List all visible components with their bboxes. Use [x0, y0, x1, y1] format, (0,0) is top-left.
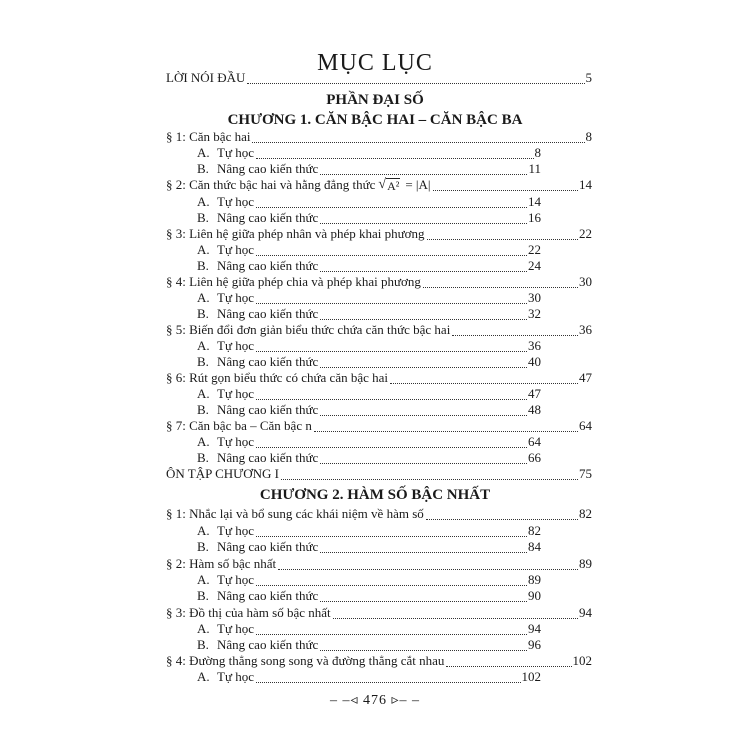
item-marker: A. — [197, 194, 210, 209]
page-number: 90 — [528, 588, 541, 603]
leader-dots — [256, 339, 527, 352]
toc-row-section — [166, 177, 592, 193]
toc-label: § 3: Đồ thị của hàm số bậc nhất — [166, 605, 331, 620]
page-number: 22 — [579, 226, 592, 241]
toc-row-subitem — [197, 386, 541, 402]
toc-row-section — [166, 226, 592, 242]
leader-dots — [426, 507, 578, 520]
item-marker: A. — [197, 669, 210, 684]
toc-row-section — [166, 370, 592, 386]
page-number: 36 — [528, 338, 541, 353]
toc-label: Tự học — [217, 669, 255, 684]
leader-dots — [320, 451, 527, 464]
leader-dots — [452, 323, 578, 336]
toc-label: Nâng cao kiến thức — [217, 539, 319, 554]
toc-row-subitem — [197, 621, 541, 637]
page-number: 89 — [579, 556, 592, 571]
toc-label: § 2: Hàm số bậc nhất — [166, 556, 277, 571]
leader-dots — [433, 178, 578, 191]
leader-dots — [320, 211, 527, 224]
chapter-heading: CHƯƠNG 2. HÀM SỐ BẬC NHẤT — [259, 487, 491, 503]
toc-row-section — [166, 653, 592, 669]
page-number: 94 — [528, 621, 541, 636]
page-number: 14 — [528, 194, 541, 209]
leader-dots — [256, 291, 527, 304]
sqrt-formula — [378, 177, 400, 193]
item-marker: B. — [197, 354, 209, 369]
toc-row-subitem — [197, 210, 541, 226]
toc-label: § 2: Căn thức bậc hai và hằng đẳng thức — [166, 177, 376, 192]
page-number: 96 — [528, 637, 541, 652]
page-number: 47 — [579, 370, 592, 385]
page-number: 30 — [579, 274, 592, 289]
page-number: 8 — [534, 145, 541, 160]
item-marker: A. — [197, 242, 210, 257]
page-number: 5 — [585, 70, 592, 85]
toc-label: Nâng cao kiến thức — [217, 210, 319, 225]
page-number: 82 — [579, 506, 592, 521]
page-number: 24 — [528, 258, 541, 273]
leader-dots — [252, 130, 584, 143]
toc-row-subitem — [197, 637, 541, 653]
page-number: 102 — [521, 669, 541, 684]
item-marker: B. — [197, 539, 209, 554]
toc-label: Tự học — [217, 145, 255, 160]
page-number: 94 — [579, 605, 592, 620]
item-marker: B. — [197, 450, 209, 465]
toc-row-section — [166, 418, 592, 434]
page-footer: – –◃ 476 ▹– – — [329, 693, 421, 708]
leader-dots — [320, 638, 527, 651]
toc-label: Tự học — [217, 242, 255, 257]
item-marker: A. — [197, 338, 210, 353]
item-marker: B. — [197, 258, 209, 273]
toc-row-section — [166, 274, 592, 290]
toc-row-subitem — [197, 450, 541, 466]
radical-sign: √ — [378, 177, 387, 192]
toc-label: Tự học — [217, 386, 255, 401]
toc-row-section — [166, 556, 592, 572]
toc-label: Tự học — [217, 194, 255, 209]
leader-dots — [320, 307, 527, 320]
leader-dots — [390, 371, 578, 384]
leader-dots — [256, 622, 527, 635]
toc-row-section — [166, 322, 592, 338]
page-number: 47 — [528, 386, 541, 401]
leader-dots — [256, 524, 527, 537]
item-marker: B. — [197, 210, 209, 225]
leader-dots — [256, 243, 527, 256]
toc-row-subitem — [197, 572, 541, 588]
toc-row-subitem — [197, 402, 541, 418]
page-number: 102 — [572, 653, 592, 668]
page-number: 75 — [579, 466, 592, 481]
leader-dots — [423, 275, 578, 288]
toc-row-subitem — [197, 194, 541, 210]
page-number: 11 — [528, 161, 541, 176]
leader-dots — [427, 227, 578, 240]
leader-dots — [247, 71, 584, 84]
item-marker: A. — [197, 572, 210, 587]
item-marker: B. — [197, 637, 209, 652]
page-number: 66 — [528, 450, 541, 465]
toc-label: Nâng cao kiến thức — [217, 354, 319, 369]
toc-label: § 4: Đường thẳng song song và đường thẳng cắt nhau — [166, 653, 445, 668]
leader-dots — [256, 387, 527, 400]
item-marker: A. — [197, 621, 210, 636]
toc-label: Nâng cao kiến thức — [217, 161, 319, 176]
toc-label: Tự học — [217, 523, 255, 538]
toc-label: § 4: Liên hệ giữa phép chia và phép khai phương — [166, 274, 421, 289]
leader-dots — [320, 540, 527, 553]
leader-dots — [281, 467, 578, 480]
leader-dots — [314, 419, 578, 432]
toc-row-section — [166, 129, 592, 145]
toc-label: Nâng cao kiến thức — [217, 306, 319, 321]
toc-label: § 5: Biến đổi đơn giản biểu thức chứa căn thức bậc hai — [166, 322, 451, 337]
toc-row-subitem — [197, 338, 541, 354]
page-number: 16 — [528, 210, 541, 225]
page-number: 36 — [579, 322, 592, 337]
item-marker: B. — [197, 161, 209, 176]
leader-dots — [256, 670, 520, 683]
toc-row-review — [166, 466, 592, 482]
leader-dots — [278, 557, 578, 570]
toc-label: Tự học — [217, 621, 255, 636]
radicand: A² — [387, 179, 400, 193]
toc-label: Tự học — [217, 290, 255, 305]
toc-label: § 6: Rút gọn biểu thức có chứa căn bậc hai — [166, 370, 389, 385]
item-marker: B. — [197, 306, 209, 321]
toc-label: Nâng cao kiến thức — [217, 450, 319, 465]
toc-label: Nâng cao kiến thức — [217, 588, 319, 603]
leader-dots — [320, 162, 527, 175]
page-title: MỤC LỤC — [317, 50, 433, 76]
page-number: 48 — [528, 402, 541, 417]
toc-label: Nâng cao kiến thức — [217, 402, 319, 417]
formula-rest: = |A| — [405, 177, 431, 192]
page-number: 8 — [585, 129, 592, 144]
toc-row-subitem — [197, 523, 541, 539]
item-marker: A. — [197, 523, 210, 538]
toc-row-subitem — [197, 539, 541, 555]
toc-row-subitem — [197, 161, 541, 177]
leader-dots — [256, 195, 527, 208]
page-number: 14 — [579, 177, 592, 192]
page-number: 84 — [528, 539, 541, 554]
toc-label: Tự học — [217, 572, 255, 587]
toc-label: Tự học — [217, 434, 255, 449]
toc-row-subitem — [197, 145, 541, 161]
toc-label: LỜI NÓI ĐẦU — [166, 70, 246, 85]
item-marker: B. — [197, 402, 209, 417]
page-number: 40 — [528, 354, 541, 369]
toc-row-preface — [166, 70, 592, 86]
page-number: 82 — [528, 523, 541, 538]
leader-dots — [320, 589, 527, 602]
leader-dots — [256, 573, 527, 586]
item-marker: A. — [197, 434, 210, 449]
toc-row-subitem — [197, 588, 541, 604]
item-marker: B. — [197, 588, 209, 603]
toc-label: § 7: Căn bậc ba – Căn bậc n — [166, 418, 312, 433]
toc-row-section — [166, 506, 592, 522]
toc-label: ÔN TẬP CHƯƠNG I — [166, 466, 280, 481]
toc-label: § 3: Liên hệ giữa phép nhân và phép khai phương — [166, 226, 425, 241]
item-marker: A. — [197, 290, 210, 305]
leader-dots — [446, 654, 571, 667]
leader-dots — [256, 435, 527, 448]
leader-dots — [320, 403, 527, 416]
toc-row-subitem — [197, 434, 541, 450]
toc-row-subitem — [197, 258, 541, 274]
toc-row-subitem — [197, 306, 541, 322]
toc-row-subitem — [197, 242, 541, 258]
toc-row-subitem — [197, 290, 541, 306]
toc-row-subitem — [197, 354, 541, 370]
page-number: 22 — [528, 242, 541, 257]
item-marker: A. — [197, 145, 210, 160]
leader-dots — [320, 355, 527, 368]
toc-label: § 1: Căn bậc hai — [166, 129, 251, 144]
toc-label: § 1: Nhắc lại và bổ sung các khái niệm về hàm số — [166, 506, 424, 521]
page-number: 64 — [579, 418, 592, 433]
page-number: 32 — [528, 306, 541, 321]
page-number: 30 — [528, 290, 541, 305]
page-number: 64 — [528, 434, 541, 449]
leader-dots — [320, 259, 527, 272]
toc-label: Nâng cao kiến thức — [217, 258, 319, 273]
toc-row-subitem — [197, 669, 541, 685]
leader-dots — [333, 606, 578, 619]
toc-label: Tự học — [217, 338, 255, 353]
chapter-heading: CHƯƠNG 1. CĂN BẬC HAI – CĂN BẬC BA — [227, 112, 523, 128]
item-marker: A. — [197, 386, 210, 401]
toc-label: Nâng cao kiến thức — [217, 637, 319, 652]
toc-row-section — [166, 605, 592, 621]
leader-dots — [256, 146, 533, 159]
page-number: 89 — [528, 572, 541, 587]
part-heading: PHẦN ĐẠI SỐ — [326, 92, 424, 108]
